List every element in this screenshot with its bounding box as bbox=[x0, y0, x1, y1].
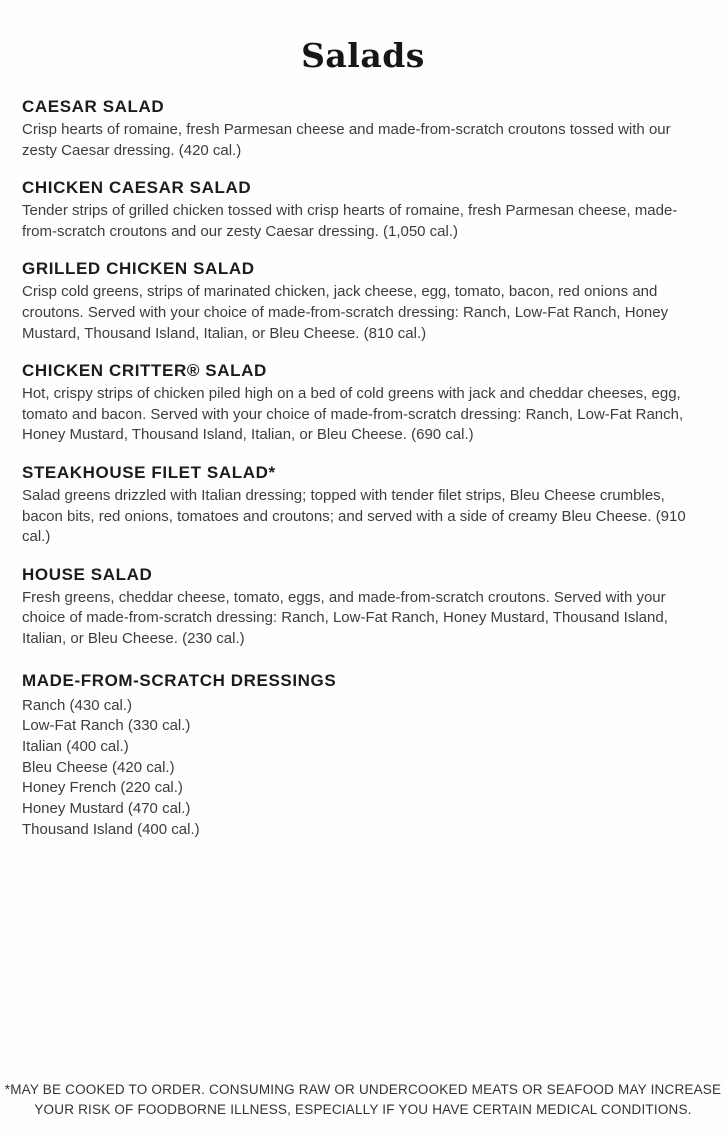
item-description: Hot, crispy strips of chicken piled high on a bed of cold greens with jack and cheddar cheeses, egg, tomato and bacon. Served with your choice of made-from-scratch dressing: Ranch, Low-Fat Ranch, Honey Mustard, Thousand Island, Italian, or Bleu Cheese. (690 cal.) bbox=[22, 385, 684, 444]
item-description: Salad greens drizzled with Italian dressing; topped with tender filet strips, Bleu Cheese crumbles, bacon bits, red onions, tomatoes and croutons; and served with a side of creamy Bleu Cheese. (910 cal.) bbox=[22, 486, 686, 546]
menu-item-house-salad bbox=[22, 565, 704, 650]
page-title: Salads bbox=[301, 36, 425, 75]
dressing-item: Bleu Cheese (420 cal.) bbox=[22, 758, 175, 776]
disclaimer bbox=[0, 1080, 726, 1120]
dressing-item: Ranch (430 cal.) bbox=[22, 696, 133, 714]
item-name: HOUSE SALAD bbox=[22, 564, 153, 584]
menu-item-grilled-chicken-salad bbox=[22, 259, 704, 344]
menu-item-chicken-critter-salad bbox=[22, 361, 704, 446]
menu-item-steakhouse-filet-salad bbox=[22, 463, 704, 548]
disclaimer-line-2: YOUR RISK OF FOODBORNE ILLNESS, ESPECIALLY IF YOU HAVE CERTAIN MEDICAL CONDITIONS. bbox=[34, 1102, 692, 1117]
dressings-heading: MADE-FROM-SCRATCH DRESSINGS bbox=[22, 670, 337, 690]
dressings-section bbox=[22, 671, 704, 841]
dressing-item: Italian (400 cal.) bbox=[22, 737, 129, 755]
dressing-item: Honey Mustard (470 cal.) bbox=[22, 800, 191, 818]
disclaimer-line-1: *MAY BE COOKED TO ORDER. CONSUMING RAW OR UNDERCOOKED MEATS OR SEAFOOD MAY INCREASE bbox=[4, 1082, 722, 1097]
item-description: Tender strips of grilled chicken tossed with crisp hearts of romaine, fresh Parmesan cheese, made-from-scratch croutons and our zesty Caesar dressing. (1,050 cal.) bbox=[22, 202, 678, 240]
item-name: CHICKEN CAESAR SALAD bbox=[22, 178, 252, 198]
item-description: Crisp cold greens, strips of marinated chicken, jack cheese, egg, tomato, bacon, red onions and croutons. Served with your choice of made-from-scratch dressing: Ranch, Low-Fat Ranch, Honey Mustard, Thousand Island, Italian, or Bleu Cheese. (810 cal.) bbox=[22, 283, 669, 342]
item-description: Fresh greens, cheddar cheese, tomato, eggs, and made-from-scratch croutons. Served with your choice of made-from-scratch dressing: Ranch, Low-Fat Ranch, Honey Mustard, Thousand Island, Italian, or Bleu Cheese. (230 cal.) bbox=[22, 588, 668, 647]
item-name: CAESAR SALAD bbox=[22, 97, 165, 116]
menu-item-chicken-caesar-salad bbox=[22, 178, 704, 242]
dressing-item: Honey French (220 cal.) bbox=[22, 779, 183, 797]
menu-item-caesar-salad bbox=[22, 97, 704, 161]
dressing-item: Thousand Island (400 cal.) bbox=[22, 820, 200, 838]
item-name: CHICKEN CRITTER® SALAD bbox=[22, 361, 267, 381]
item-name: STEAKHOUSE FILET SALAD* bbox=[22, 462, 276, 482]
item-description: Crisp hearts of romaine, fresh Parmesan cheese and made-from-scratch croutons tossed with our zesty Caesar dressing. (420 cal.) bbox=[22, 121, 671, 159]
dressing-item: Low-Fat Ranch (330 cal.) bbox=[22, 717, 191, 735]
item-name: GRILLED CHICKEN SALAD bbox=[22, 259, 255, 279]
